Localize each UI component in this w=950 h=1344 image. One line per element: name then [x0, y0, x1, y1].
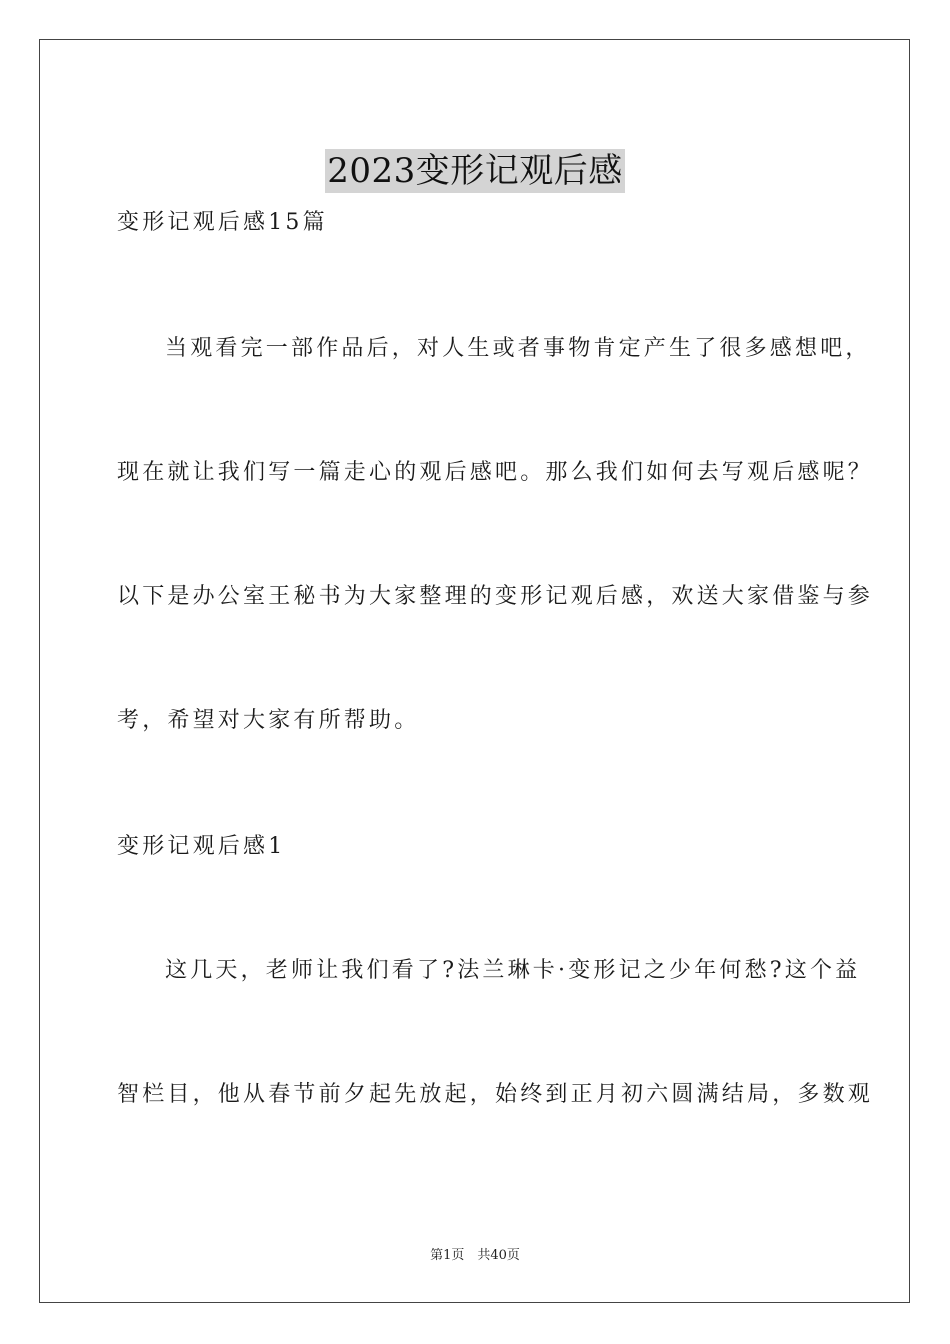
- paragraph-line: 以下是办公室王秘书为大家整理的变形记观后感，欢送大家借鉴与参: [117, 584, 874, 609]
- paragraph-line: 智栏目，他从春节前夕起先放起，始终到正月初六圆满结局，多数观: [117, 1082, 874, 1107]
- paragraph-line: 现在就让我们写一篇走心的观后感吧。那么我们如何去写观后感呢？: [117, 460, 874, 485]
- document-title: 2023变形记观后感: [327, 150, 623, 191]
- page-number-footer: 第1页 共40页: [430, 1248, 520, 1263]
- paragraph-line: 当观看完一部作品后，对人生或者事物肯定产生了很多感想吧，: [165, 336, 871, 361]
- section-heading: 变形记观后感1: [117, 834, 286, 859]
- title-container: [0, 126, 950, 216]
- paragraph-line: 考，希望对大家有所帮助。: [117, 708, 420, 733]
- document-subtitle: 变形记观后感15篇: [117, 210, 328, 235]
- paragraph-line: 这几天，老师让我们看了?法兰琳卡·变形记之少年何愁?这个益: [165, 958, 861, 983]
